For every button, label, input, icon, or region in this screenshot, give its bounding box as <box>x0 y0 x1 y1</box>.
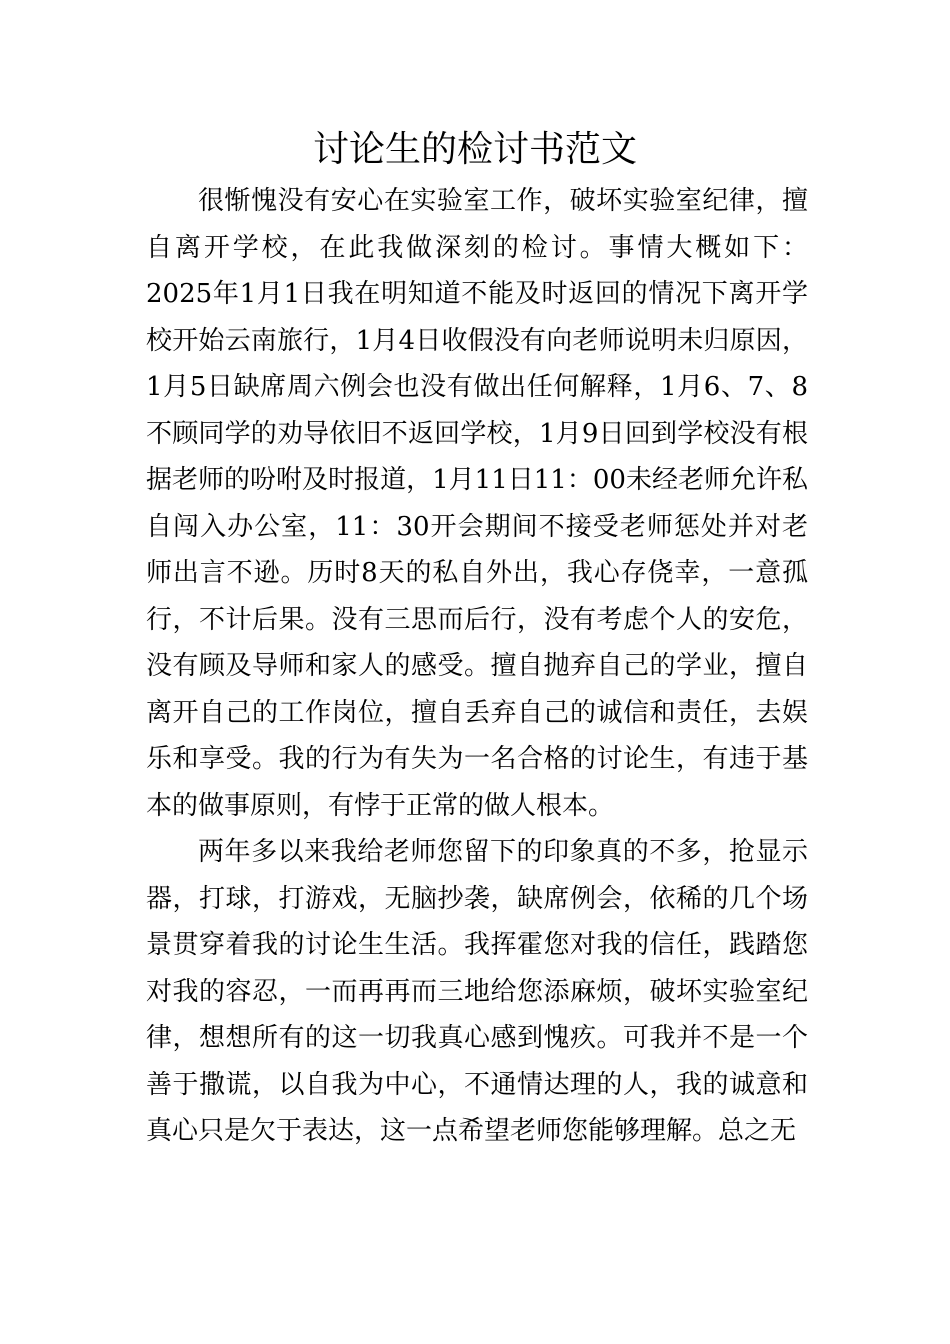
document-title: 讨论生的检讨书范文 <box>312 129 637 170</box>
paragraph: 很惭愧没有安心在实验室工作，破坏实验室纪律，擅自离开学校，在此我做深刻的检讨。事情大概如下：2025年1月1日我在明知道不能及时返回的情况下离开学校开始云南旅行，1月4日收假没有向老师说明未归原因，1月5日缺席周六例会也没有做出任何解释，1月6、7、8不顾同学的劝导依旧不返回学校，1月9日回到学校没有根据老师的吩咐及时报道，1月11日11：00未经老师允许私自闯入办公室，11：30开会期间不接受老师惩处并对老师出言不逊。历时8天的私自外出，我心存侥幸，一意孤行，不计后果。没有三思而后行，没有考虑个人的安危，没有顾及导师和家人的感受。擅自抛弃自己的学业，擅自离开自己的工作岗位，擅自丢弃自己的诚信和责任，去娱乐和享受。我的行为有失为一名合格的讨论生，有违于基本的做事原则，有悖于正常的做人根本。 <box>146 186 808 821</box>
paragraph: 两年多以来我给老师您留下的印象真的不多，抢显示器，打球，打游戏，无脑抄袭，缺席例会，依稀的几个场景贯穿着我的讨论生生活。我挥霍您对我的信任，践踏您对我的容忍，一而再再而三地给您添麻烦，破坏实验室纪律，想想所有的这一切我真心感到愧疚。可我并不是一个善于撒谎，以自我为中心，不通情达理的人，我的诚意和真心只是欠于表达，这一点希望老师您能够理解。总之无 <box>146 837 808 1146</box>
document-body <box>146 178 808 1155</box>
